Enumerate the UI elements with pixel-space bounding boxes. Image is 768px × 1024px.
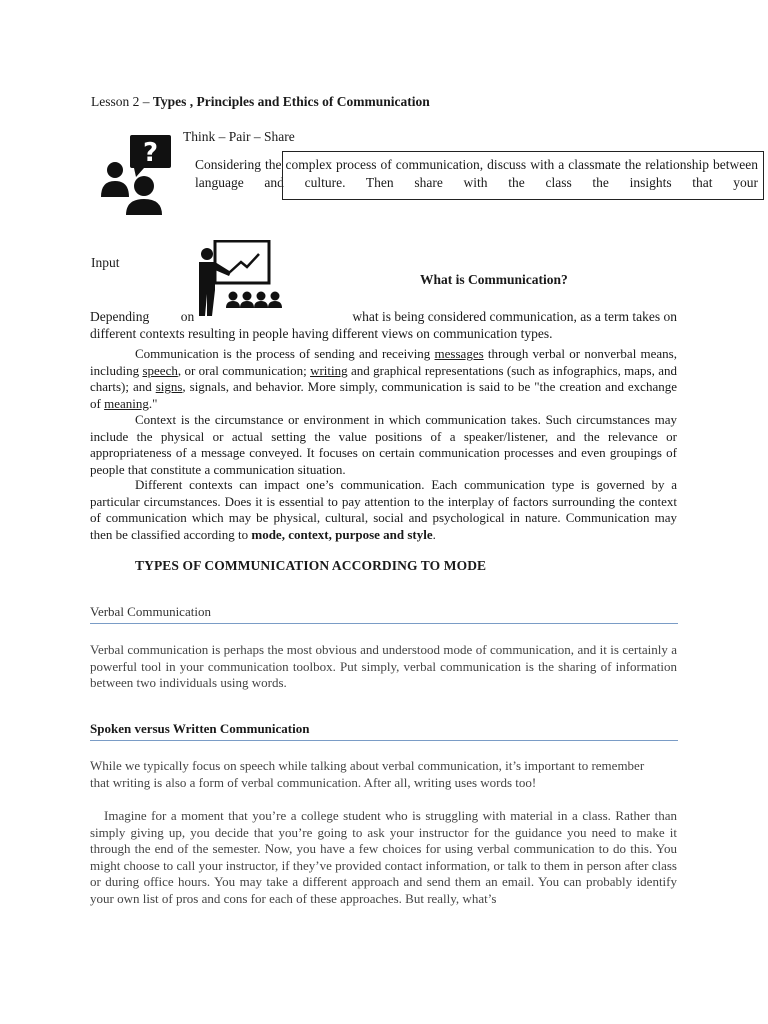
- intro-line1-rest: what is being considered communication, as a term takes on: [352, 309, 677, 324]
- think-pair-share-prompt: Considering the complex process of communication, discuss with a classmate the relationship between language and culture. Then share with the class the insights that your: [195, 157, 758, 190]
- lesson-title-bold: Types , Principles and Ethics of Communication: [152, 94, 430, 109]
- discussion-question-icon: [100, 135, 174, 217]
- think-pair-share-label: Think – Pair – Share: [183, 129, 295, 144]
- intro-word-on: on: [180, 309, 195, 324]
- verbal-communication-paragraph: Verbal communication is perhaps the most obvious and understood mode of communication, and it is certainly a powerful tool in your communication toolbox. Put simply, verbal communication is the sharing of information between two individuals using words.: [90, 642, 677, 690]
- intro-word-depending: Depending: [90, 309, 150, 324]
- paragraph-context: Context is the circumstance or environment in which communication takes. Such circumstances may include the physical or actual setting the value positions of a speaker/listener, and the relevance or appropriateness of a message conveyed. It focuses on certain communication processes and even groupings of people that constitute a communication situation.: [90, 412, 677, 477]
- input-label: Input: [91, 255, 120, 270]
- types-heading: TYPES OF COMMUNICATION ACCORDING TO MODE: [135, 558, 487, 573]
- link-speech[interactable]: speech: [142, 362, 178, 378]
- intro-line2: different contexts resulting in people having different views on communication types.: [90, 325, 553, 341]
- paragraph-definition: Communication is the process of sending and receiving messages through verbal or nonverbal means, including speech, or oral communication; writing and graphical representations (such as infographics, maps, and charts); and signs, signals, and behavior. More simply, communication is said to be "the creation and exchange of meaning.": [90, 346, 677, 411]
- paragraph-different-contexts: Different contexts can impact one’s communication. Each communication type is governed by a particular circumstances. Does it is essential to pay attention to the interplay of factors surrounding the context of communication which may be physical, cultural, social and psychological in nature. Communication may then be classified according to mode, context, purpose and style.: [90, 477, 677, 542]
- link-meaning[interactable]: meaning: [104, 395, 149, 411]
- link-writing[interactable]: writing: [310, 362, 348, 378]
- teacher-presentation-icon: [195, 240, 285, 318]
- section-heading-what-is-communication: What is Communication?: [420, 272, 568, 287]
- classification-criteria: mode, context, purpose and style: [251, 526, 433, 542]
- intro-paragraph: [90, 309, 677, 342]
- spoken-written-paragraph: While we typically focus on speech while talking about verbal communication, it’s important to remember that writing is also a form of verbal communication. After all, writing uses words too!: [90, 758, 645, 790]
- imagine-paragraph: Imagine for a moment that you’re a college student who is struggling with material in a class. Rather than simply giving up, you decide that you’re going to ask your instructor for the guidance you need to make it through the end of the semester. Now, you have a few choices for using verbal communication to do this. You might choose to call your instructor, if they’ve provided contact information, or talk to them in person after class or during office hours. You may take a different approach and send them an email. You can probably identify your own list of pros and cons for each of these approaches. But really, what’s: [90, 808, 677, 906]
- spoken-vs-written-heading: Spoken versus Written Communication: [90, 721, 678, 741]
- lesson-title-prefix: Lesson 2 –: [91, 94, 153, 109]
- link-signs[interactable]: signs: [155, 379, 183, 394]
- lesson-title: [91, 94, 430, 110]
- prompt-frame: [282, 151, 764, 200]
- link-messages[interactable]: messages: [434, 346, 484, 361]
- svg-text:?: ?: [142, 138, 159, 168]
- verbal-communication-heading: Verbal Communication: [90, 604, 678, 624]
